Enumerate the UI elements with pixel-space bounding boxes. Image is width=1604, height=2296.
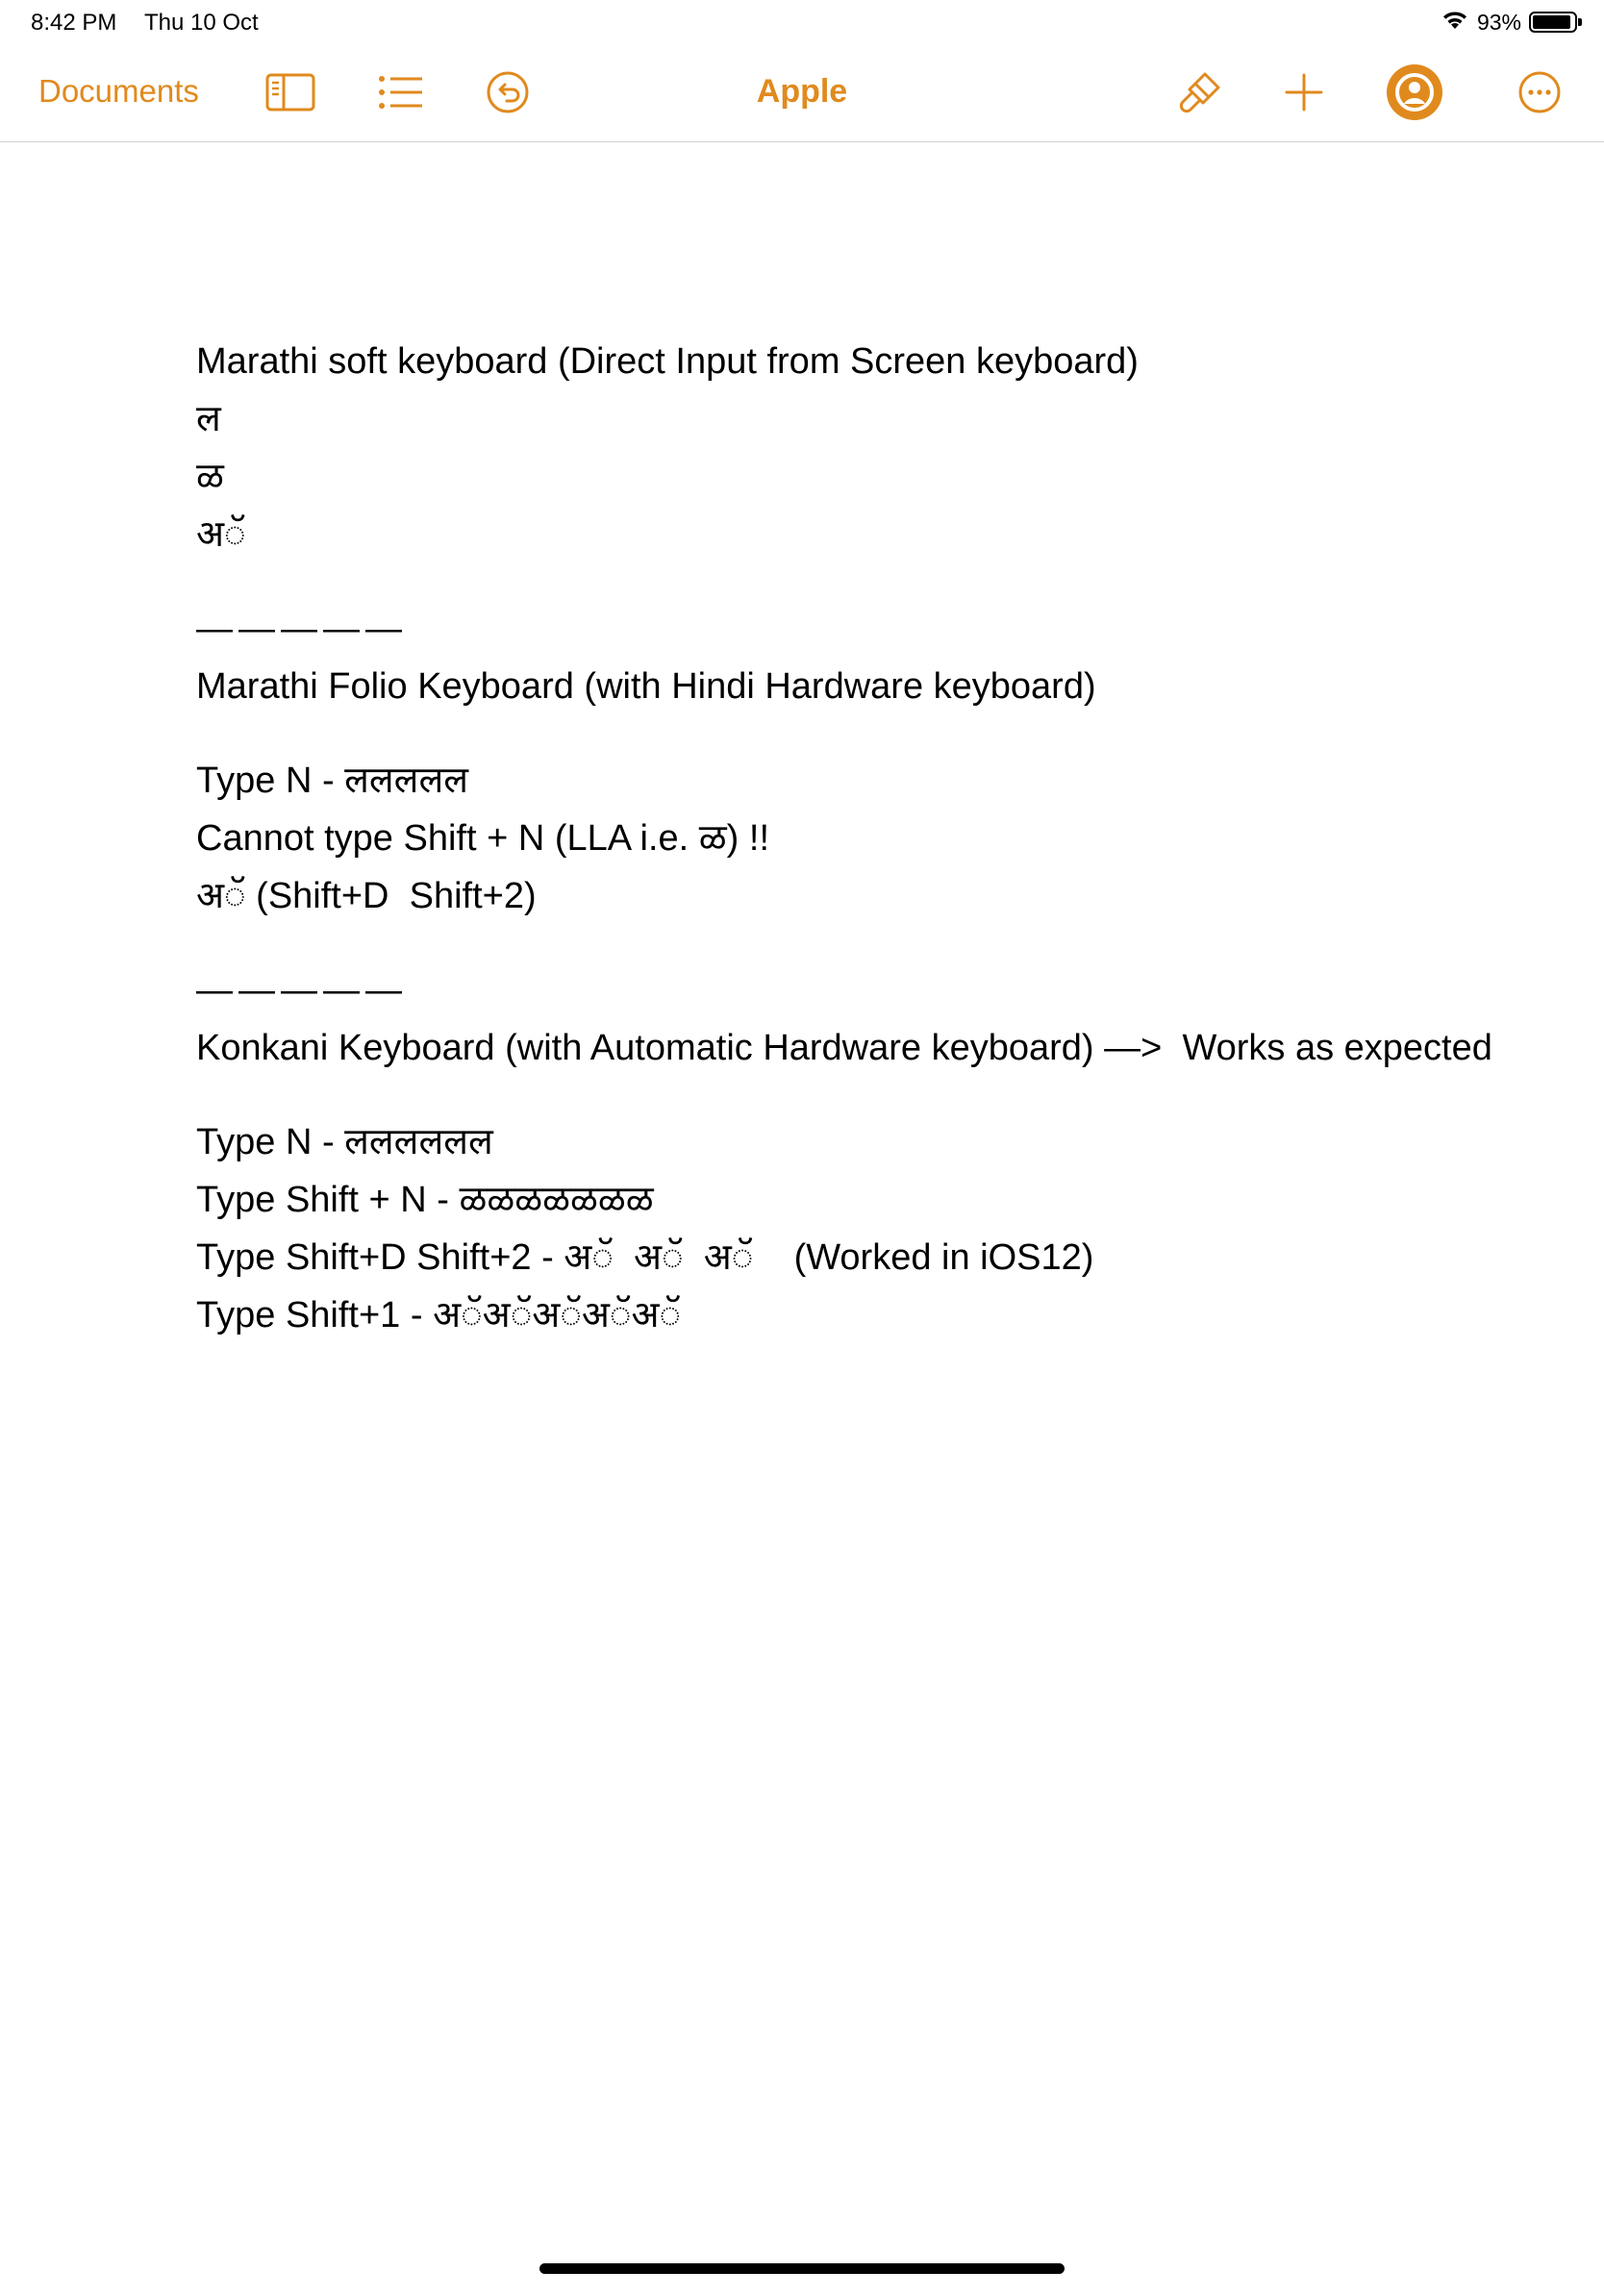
text-line: अ◌ॅ (Shift+D Shift+2) (196, 876, 537, 916)
document-body[interactable] (196, 333, 1562, 1344)
blank-line (196, 925, 1562, 961)
battery-cap (1578, 18, 1582, 26)
text-line: Type N - लललललल (196, 1122, 493, 1162)
blank-line (196, 715, 1562, 752)
status-time: 8:42 PM (31, 10, 117, 36)
text-line: Marathi Folio Keyboard (with Hindi Hardware keyboard) (196, 666, 1096, 707)
text-line: Cannot type Shift + N (LLA i.e. ळ) !! (196, 818, 770, 859)
separator-line: ————— (196, 970, 408, 1011)
battery-fill (1533, 15, 1570, 29)
blank-line (196, 563, 1562, 600)
status-indicators (1441, 8, 1577, 37)
more-icon[interactable] (1511, 63, 1568, 121)
text-line: Type N - ललललल (196, 761, 468, 801)
text-line: Type Shift+D Shift+2 - अ◌ॅ अ◌ॅ अ◌ॅ (Worked in iOS12) (196, 1237, 1094, 1278)
text-line: Marathi soft keyboard (Direct Input from Screen keyboard) (196, 341, 1139, 382)
battery-icon (1529, 12, 1577, 33)
text-line: ल (196, 399, 221, 439)
text-line: Konkani Keyboard (with Automatic Hardware keyboard) —> Works as expected (196, 1028, 1492, 1068)
collaborate-icon[interactable] (1386, 63, 1443, 121)
plus-icon[interactable] (1275, 63, 1333, 121)
text-line: Type Shift + N - ळळळळळळळ (196, 1180, 654, 1220)
status-bar (0, 0, 1604, 44)
separator-line: ————— (196, 609, 408, 649)
document-title: Apple (756, 73, 848, 110)
status-date: Thu 10 Oct (144, 10, 259, 36)
blank-line (196, 1077, 1562, 1113)
toolbar (0, 44, 1604, 142)
text-line: Type Shift+1 - अॅअॅअॅअॅअॅ (196, 1295, 682, 1335)
text-line: अॅ (196, 514, 246, 555)
home-indicator[interactable] (539, 2263, 1065, 2274)
wifi-icon (1441, 9, 1469, 37)
documents-button[interactable]: Documents (38, 73, 199, 109)
text-line: ळ (196, 457, 224, 497)
battery-percentage: 93% (1476, 9, 1521, 35)
paintbrush-icon[interactable] (1171, 63, 1229, 121)
